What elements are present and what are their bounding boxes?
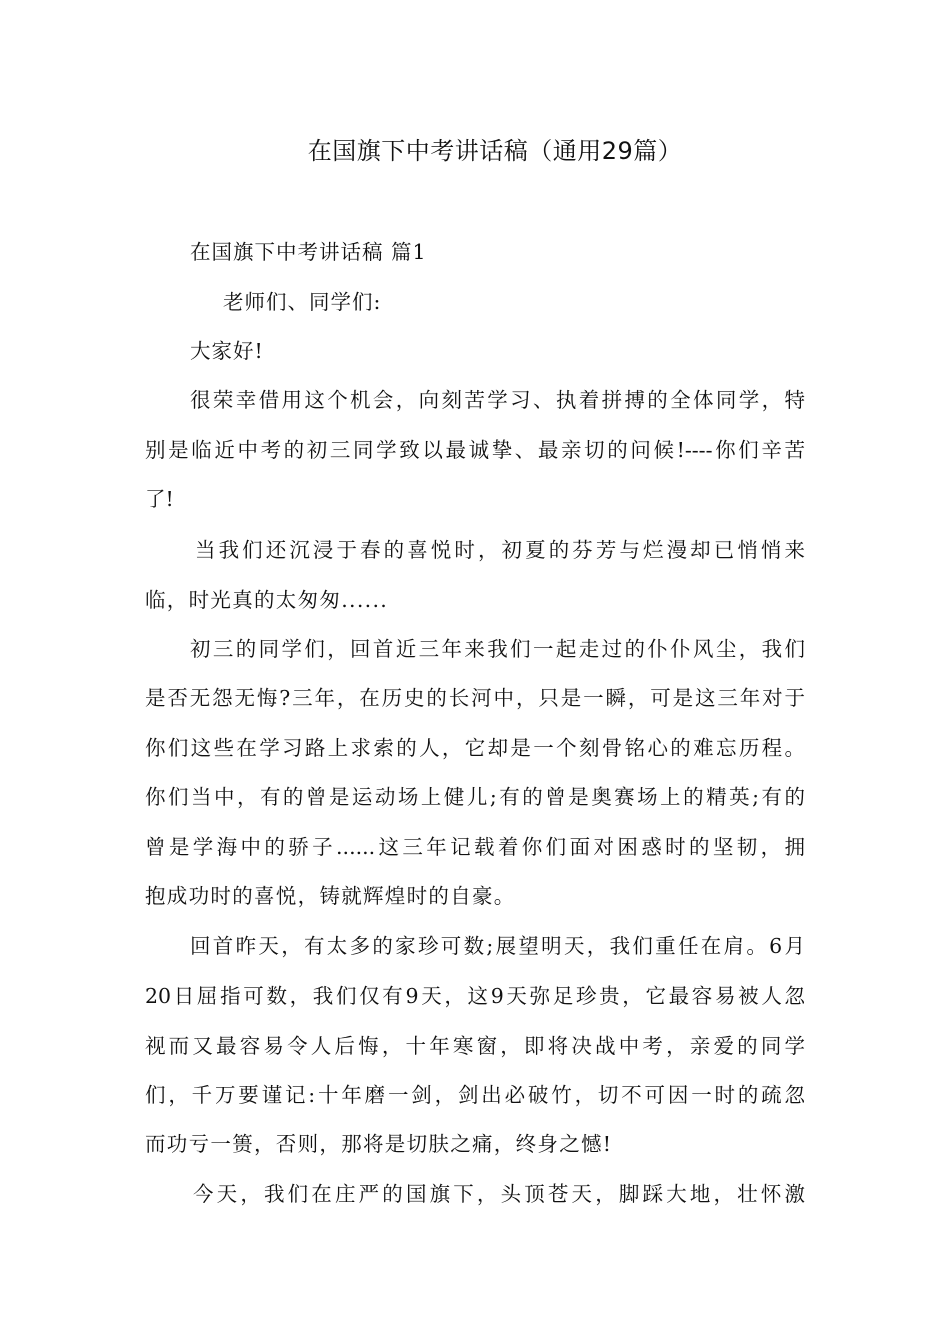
body-line: 初三的同学们，回首近三年来我们一起走过的仆仆风尘，我们 (190, 637, 805, 661)
greeting: 大家好! (190, 339, 264, 363)
body-line: 20日屈指可数，我们仅有9天，这9天弥足珍贵，它最容易被人忽 (145, 984, 805, 1008)
body-line: 你们这些在学习路上求索的人，它却是一个刻骨铭心的难忘历程。 (145, 736, 805, 760)
body-line: 们，千万要谨记:十年磨一剑，剑出必破竹，切不可因一时的疏忽 (145, 1083, 805, 1107)
body-line: 很荣幸借用这个机会，向刻苦学习、执着拼搏的全体同学，特 (190, 388, 805, 412)
body-line: 今天，我们在庄严的国旗下，头顶苍天，脚踩大地，壮怀激 (193, 1182, 805, 1206)
body-line: 当我们还沉浸于春的喜悦时，初夏的芬芳与烂漫却已悄悄来 (195, 538, 805, 562)
body-line: 视而又最容易令人后悔，十年寒窗，即将决战中考，亲爱的同学 (145, 1034, 805, 1058)
body-line: 了! (145, 487, 174, 511)
body-line: 临，时光真的太匆匆...... (145, 588, 389, 612)
body-line: 你们当中，有的曾是运动场上健儿;有的曾是奥赛场上的精英;有的 (145, 785, 805, 809)
body-line: 而功亏一篑，否则，那将是切肤之痛，终身之憾! (145, 1132, 613, 1156)
document-title: 在国旗下中考讲话稿（通用29篇） (307, 137, 683, 165)
body-line: 曾是学海中的骄子......这三年记载着你们面对困惑时的坚韧，拥 (145, 835, 805, 859)
body-line: 抱成功时的喜悦，铸就辉煌时的自豪。 (145, 884, 516, 908)
body-line: 别是临近中考的初三同学致以最诚挚、最亲切的问候!----你们辛苦 (145, 438, 805, 462)
body-line: 是否无怨无悔?三年，在历史的长河中，只是一瞬，可是这三年对于 (145, 686, 805, 710)
section-heading: 在国旗下中考讲话稿 篇1 (190, 240, 427, 264)
salutation: 老师们、同学们: (223, 290, 382, 314)
body-line: 回首昨天，有太多的家珍可数;展望明天，我们重任在肩。6月 (190, 934, 805, 958)
